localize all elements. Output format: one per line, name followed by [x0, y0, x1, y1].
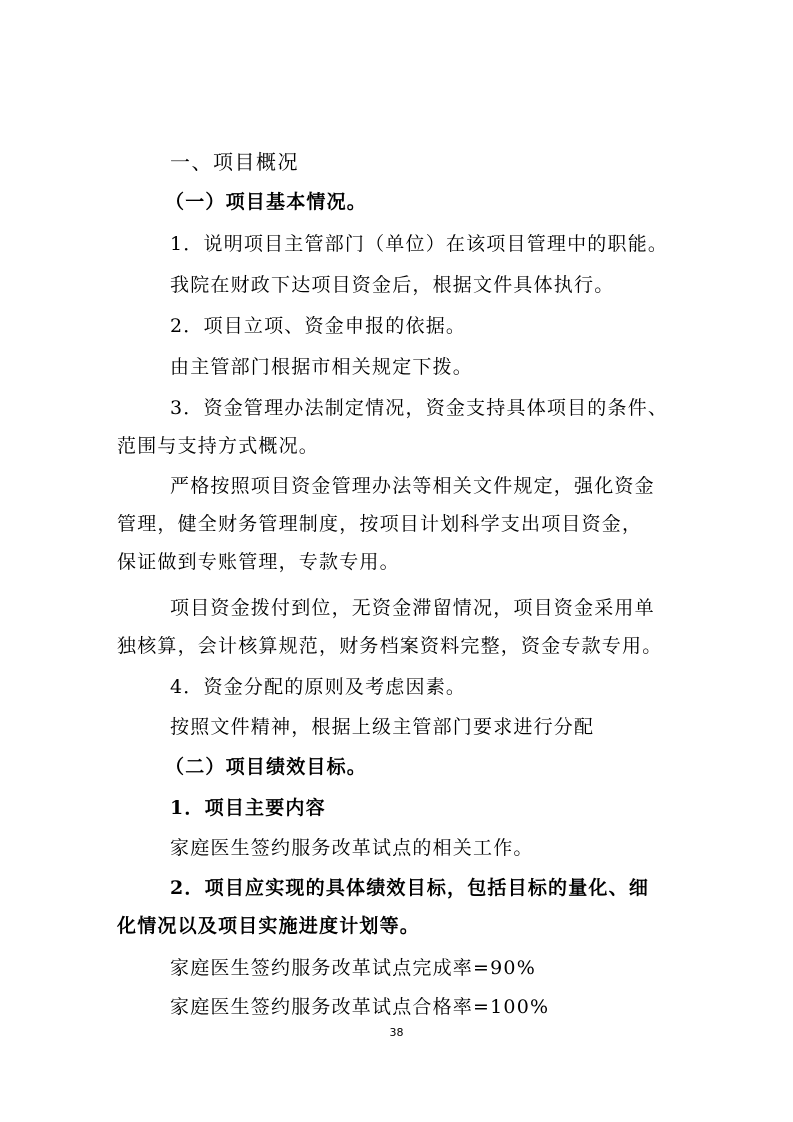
section-1-title: （一）项目基本情况。 — [165, 191, 368, 213]
item-4-title: 4．资金分配的原则及考虑因素。 — [170, 676, 467, 698]
goal-1-text: 家庭医生签约服务改革试点的相关工作。 — [170, 837, 534, 859]
item-1-text: 我院在财政下达项目资金后，根据文件具体执行。 — [170, 274, 615, 296]
goal-2-text-line-1: 家庭医生签约服务改革试点完成率=90% — [170, 957, 536, 979]
item-4-text: 按照文件精神，根据上级主管部门要求进行分配 — [170, 716, 595, 738]
item-2-text: 由主管部门根据市相关规定下拨。 — [170, 356, 474, 378]
item-3-title-line-1: 3．资金管理办法制定情况，资金支持具体项目的条件、 — [170, 397, 669, 419]
item-3-paragraph-1-line-2: 管理，健全财务管理制度，按项目计划科学支出项目资金， — [117, 513, 643, 535]
goal-2-title-line-2: 化情况以及项目实施进度计划等。 — [117, 915, 421, 937]
item-3-paragraph-1-line-3: 保证做到专账管理，专款专用。 — [117, 551, 400, 573]
goal-2-title-line-1: 2．项目应实现的具体绩效目标，包括目标的量化、细 — [170, 877, 650, 899]
item-3-title-line-2: 范围与支持方式概况。 — [117, 435, 320, 457]
section-2-title: （二）项目绩效目标。 — [165, 756, 368, 778]
item-1-title: 1．说明项目主管部门（单位）在该项目管理中的职能。 — [170, 233, 669, 255]
goal-1-title: 1．项目主要内容 — [170, 797, 326, 819]
item-3-paragraph-2-line-1: 项目资金拨付到位，无资金滞留情况，项目资金采用单 — [170, 597, 655, 619]
chapter-heading: 一、项目概况 — [170, 150, 299, 174]
item-3-paragraph-1-line-1: 严格按照项目资金管理办法等相关文件规定，强化资金 — [170, 475, 655, 497]
goal-2-text-line-2: 家庭医生签约服务改革试点合格率=100% — [170, 996, 550, 1018]
item-2-title: 2．项目立项、资金申报的依据。 — [170, 315, 467, 337]
page-number: 38 — [389, 1026, 404, 1039]
item-3-paragraph-2-line-2: 独核算，会计核算规范，财务档案资料完整，资金专款专用。 — [117, 635, 663, 657]
